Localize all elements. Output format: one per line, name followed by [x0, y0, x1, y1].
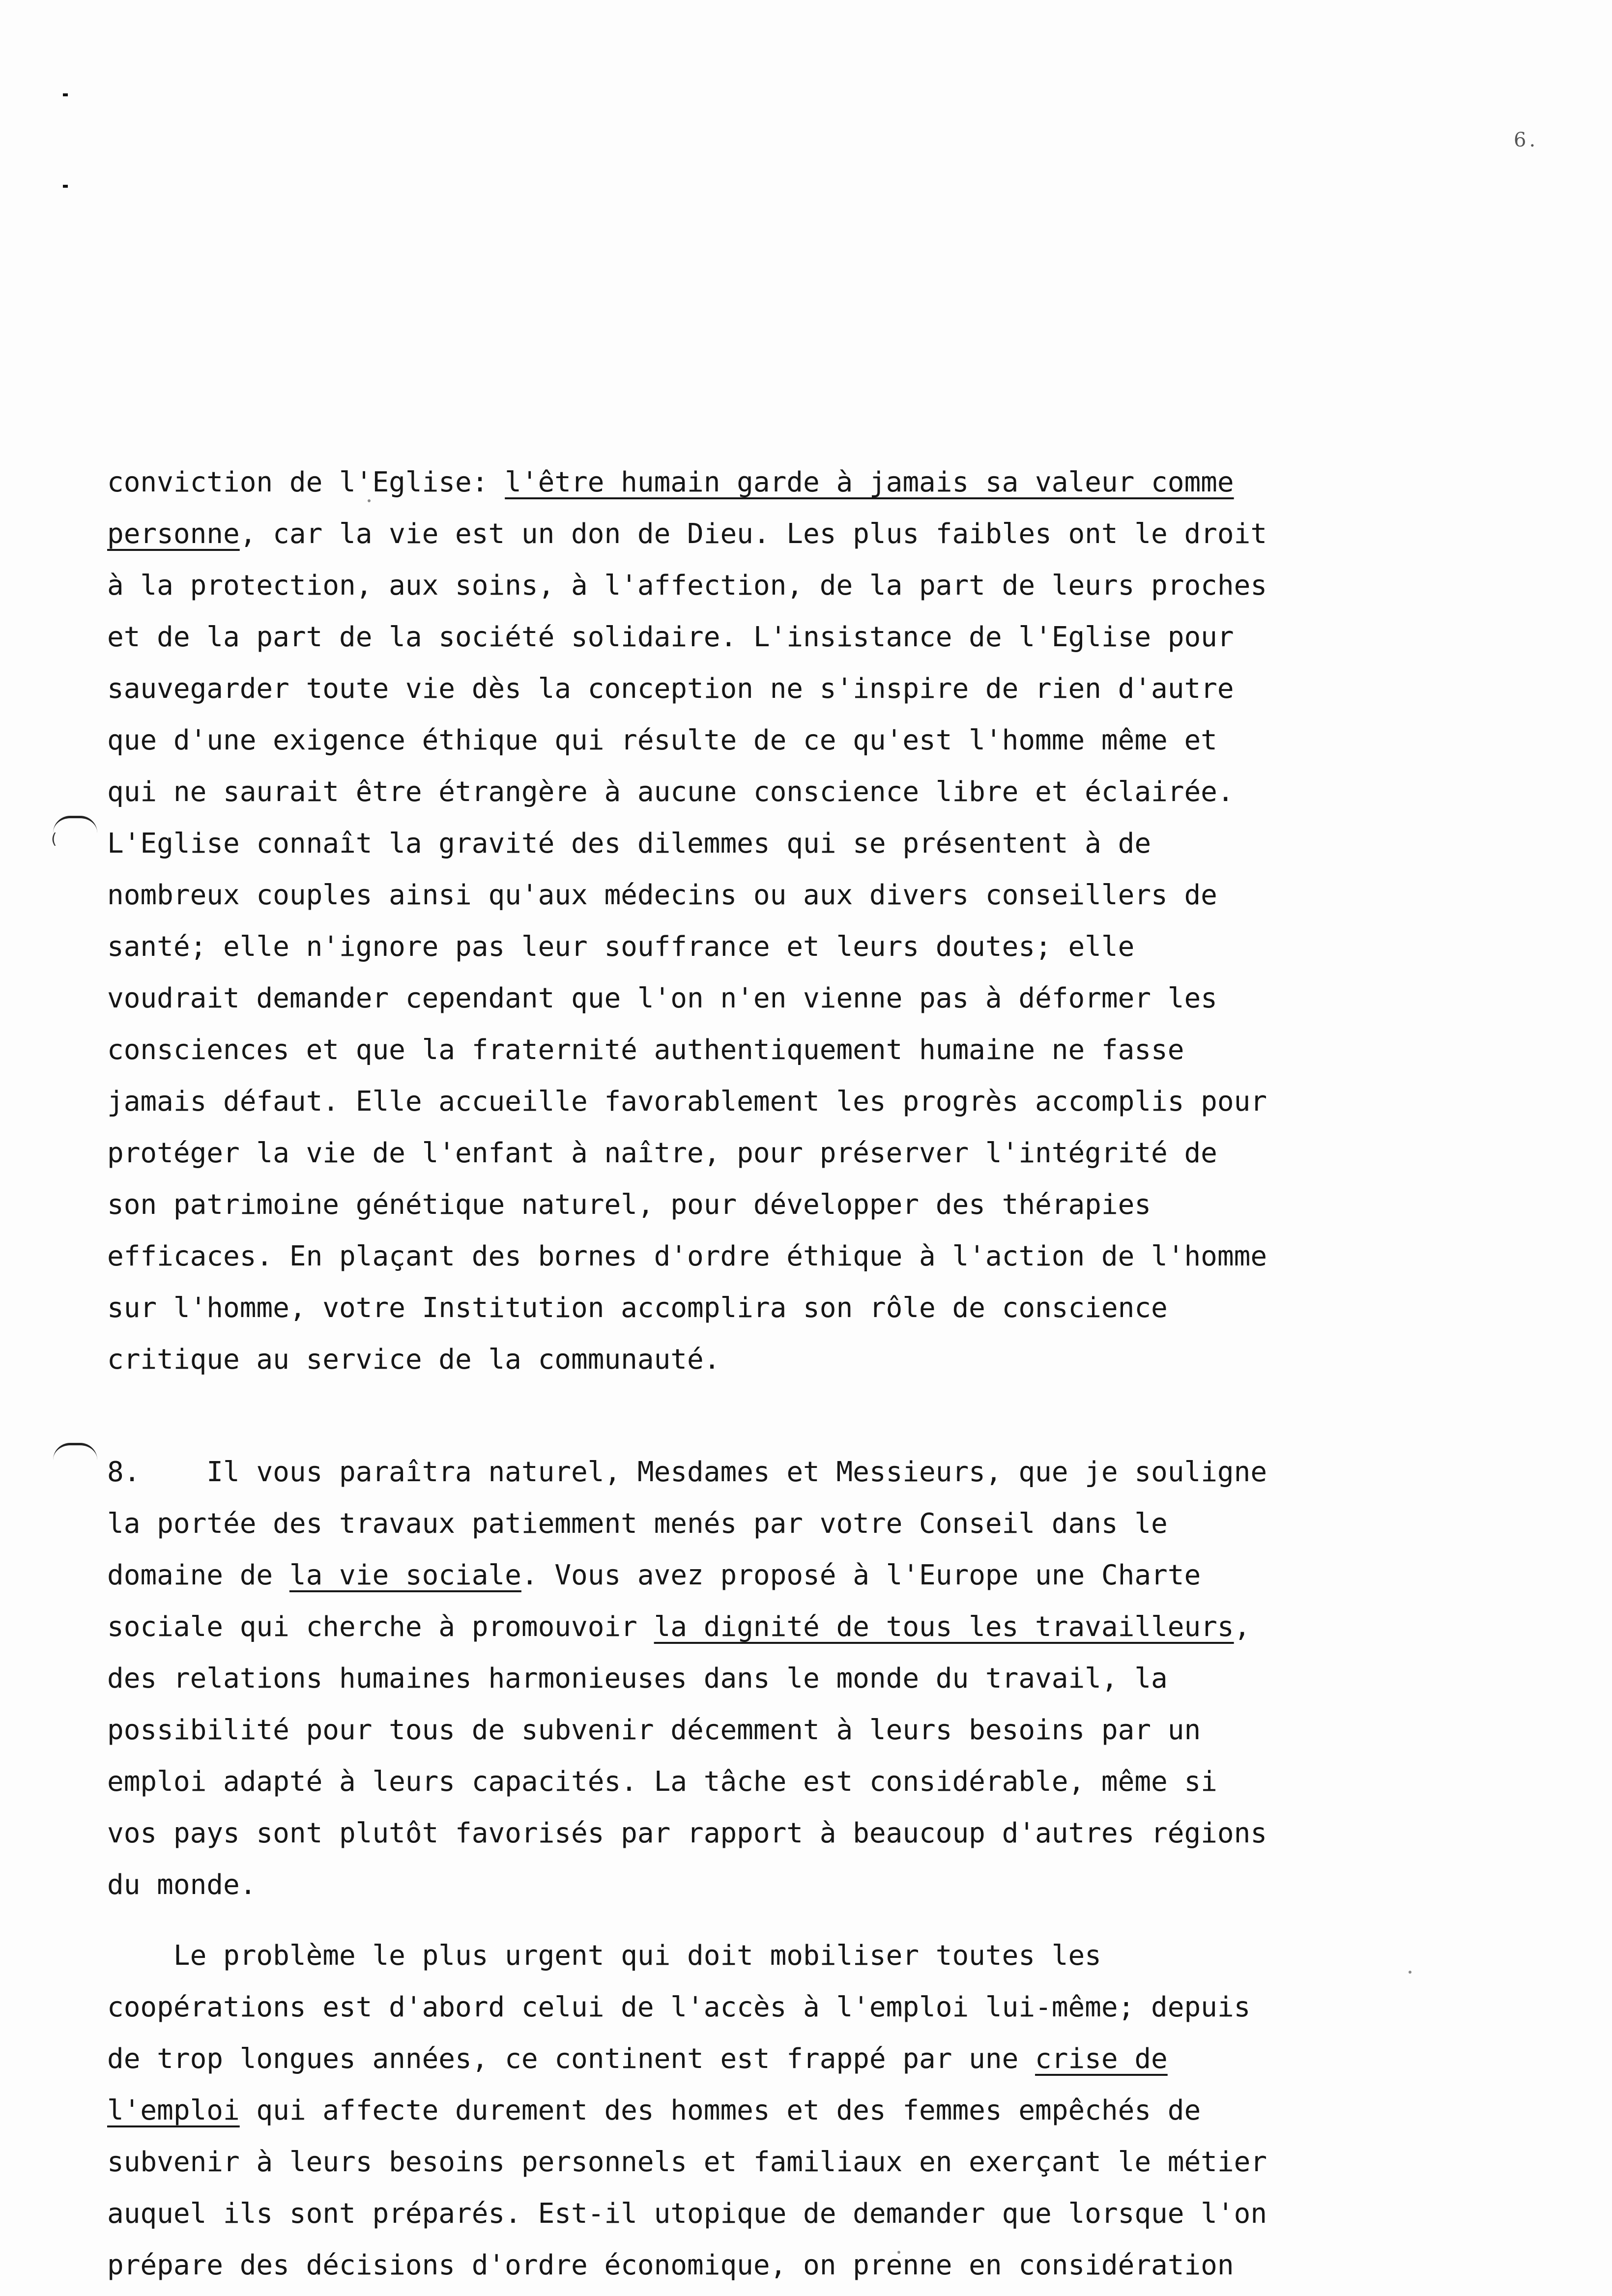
line: auquel ils sont préparés. Est-il utopique de demander que lorsque l'on [107, 2198, 1267, 2230]
line: à la protection, aux soins, à l'affection, de la part de leurs proches [107, 570, 1267, 602]
margin-bracket-2 [53, 1443, 97, 1460]
line: 8. Il vous paraîtra naturel, Mesdames et Messieurs, que je souligne [107, 1456, 1267, 1488]
paragraph-conviction [107, 405, 1532, 1385]
line: de trop longues années, ce continent est frappé par une crise de [107, 2043, 1168, 2075]
line: et de la part de la société solidaire. L'insistance de l'Eglise pour [107, 621, 1234, 653]
line: prépare des décisions d'ordre économique, on prenne en considération [107, 2249, 1234, 2281]
line: personne, car la vie est un don de Dieu. Les plus faibles ont le droit [107, 518, 1267, 550]
line: consciences et que la fraternité authentiquement humaine ne fasse [107, 1034, 1184, 1066]
line: efficaces. En plaçant des bornes d'ordre éthique à l'action de l'homme [107, 1240, 1267, 1272]
margin-dot-second [63, 185, 68, 188]
line: nombreux couples ainsi qu'aux médecins ou aux divers conseillers de [107, 879, 1217, 911]
line: qui ne saurait être étrangère à aucune conscience libre et éclairée. [107, 776, 1234, 808]
line: son patrimoine génétique naturel, pour développer des thérapies [107, 1189, 1151, 1221]
line: voudrait demander cependant que l'on n'en vienne pas à déformer les [107, 982, 1217, 1014]
line: sauvegarder toute vie dès la conception ne s'inspire de rien d'autre [107, 673, 1234, 705]
line: sociale qui cherche à promouvoir la dignité de tous les travailleurs, [107, 1611, 1251, 1643]
section-number: 8. [107, 1456, 141, 1488]
line: coopérations est d'abord celui de l'accès à l'emploi lui-même; depuis [107, 1991, 1251, 2023]
page-number: 6. [1514, 129, 1539, 151]
line: du monde. [107, 1869, 257, 1901]
line: Le problème le plus urgent qui doit mobiliser toutes les [173, 1940, 1101, 1972]
line: sur l'homme, votre Institution accomplira son rôle de conscience [107, 1292, 1168, 1324]
line: santé; elle n'ignore pas leur souffrance et leurs doutes; elle [107, 931, 1135, 963]
line: possibilité pour tous de subvenir décemment à leurs besoins par un [107, 1714, 1201, 1746]
line: conviction de l'Eglise: l'être humain garde à jamais sa valeur comme [107, 466, 1234, 498]
line: que d'une exigence éthique qui résulte de ce qu'est l'homme même et [107, 724, 1217, 756]
line: des relations humaines harmonieuses dans le monde du travail, la [107, 1663, 1168, 1694]
margin-bracket-1 [53, 816, 97, 833]
line: l'emploi qui affecte durement des hommes et des femmes empêchés de [107, 2095, 1201, 2126]
line: protéger la vie de l'enfant à naître, pour préserver l'intégrité de [107, 1137, 1217, 1169]
line: L'Eglise connaît la gravité des dilemmes qui se présentent à de [107, 828, 1151, 860]
line: critique au service de la communauté. [107, 1344, 720, 1376]
line: subvenir à leurs besoins personnels et familiaux en exerçant le métier [107, 2146, 1267, 2178]
line: domaine de la vie sociale. Vous avez proposé à l'Europe une Charte [107, 1559, 1201, 1591]
margin-tick-1: ( [51, 831, 57, 848]
margin-dot-top [63, 93, 68, 96]
line: vos pays sont plutôt favorisés par rapport à beaucoup d'autres régions [107, 1817, 1267, 1849]
line: la portée des travaux patiemment menés par votre Conseil dans le [107, 1508, 1168, 1540]
line: jamais défaut. Elle accueille favorablement les progrès accomplis pour [107, 1086, 1267, 1118]
paragraph-8 [107, 1395, 1532, 1911]
paragraph-emploi [107, 1878, 1532, 2291]
line: emploi adapté à leurs capacités. La tâche est considérable, même si [107, 1766, 1217, 1798]
